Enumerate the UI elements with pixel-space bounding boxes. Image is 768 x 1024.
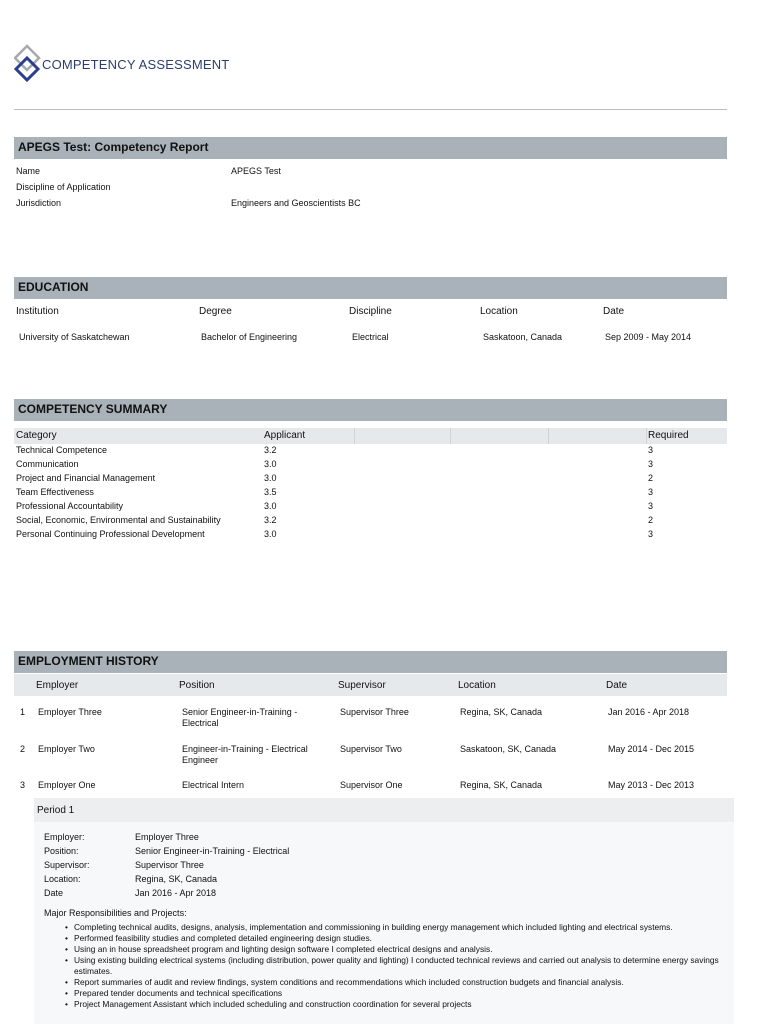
header-divider	[14, 109, 727, 110]
employment-position: Senior Engineer-in-Training -	[182, 707, 298, 717]
summary-applicant: 3.0	[264, 501, 277, 511]
summary-applicant: 3.2	[264, 445, 277, 455]
education-title-bar	[14, 277, 727, 299]
period-field-label: Location:	[44, 874, 81, 884]
summary-required: 3	[648, 459, 654, 469]
education-degree: Bachelor of Engineering	[201, 332, 298, 342]
summary-required: 3	[648, 445, 654, 455]
summary-applicant: 3.5	[264, 487, 277, 497]
summary-category: Personal Continuing Professional Development	[16, 529, 205, 539]
responsibilities-title: Major Responsibilities and Projects:	[44, 908, 187, 918]
education-header-location: Location	[480, 306, 518, 317]
period-field-label: Date	[44, 888, 64, 898]
summary-category: Team Effectiveness	[16, 487, 94, 497]
period-field-label: Supervisor:	[44, 860, 90, 870]
employment-date: May 2014 - Dec 2015	[608, 744, 695, 754]
education-header-institution: Institution	[16, 306, 59, 317]
employment-header-location: Location	[458, 680, 496, 691]
list-item: • Report summaries of audit and review findings, system conditions and recommendations which included construction budgets and financial analysis.	[62, 977, 734, 988]
report-title: APEGS Test: Competency Report	[18, 140, 209, 154]
summary-header-applicant: Applicant	[264, 430, 306, 441]
employment-date: Jan 2016 - Apr 2018	[608, 707, 690, 717]
diamond-logo-icon	[14, 44, 44, 84]
summary-header-category: Category	[16, 430, 57, 441]
education-header-date: Date	[603, 306, 625, 317]
employment-location: Saskatoon, SK, Canada	[460, 744, 557, 754]
employment-employer: Employer One	[38, 780, 96, 790]
employment-title: EMPLOYMENT HISTORY	[18, 654, 159, 668]
employment-supervisor: Supervisor Three	[340, 707, 409, 717]
employment-location: Regina, SK, Canada	[460, 707, 543, 717]
education-location: Saskatoon, Canada	[483, 332, 563, 342]
employment-row-number: 3	[20, 780, 26, 790]
education-title: EDUCATION	[18, 280, 89, 294]
list-item: • Project Management Assistant which included scheduling and construction coordination for several projects	[62, 999, 734, 1010]
education-discipline: Electrical	[352, 332, 389, 342]
period-field-value: Senior Engineer-in-Training - Electrical	[135, 846, 290, 856]
summary-category: Professional Accountability	[16, 501, 124, 511]
summary-applicant: 3.2	[264, 515, 277, 525]
summary-column-divider	[646, 428, 647, 444]
employment-location: Regina, SK, Canada	[460, 780, 543, 790]
responsibilities-list	[62, 922, 734, 1010]
period-title: Period 1	[37, 805, 75, 816]
employment-date: May 2013 - Dec 2013	[608, 780, 695, 790]
logo-text: COMPETENCY ASSESSMENT	[42, 57, 230, 72]
summary-category: Technical Competence	[16, 445, 108, 455]
list-item: • Using existing building electrical systems (including distribution, power quality and lighting) I conducted technical reviews and carried out analysis to determine energy savings estimates.	[62, 955, 734, 977]
summary-column-divider	[354, 428, 355, 444]
list-item: • Performed feasibility studies and completed detailed engineering design studies.	[62, 933, 734, 944]
summary-required: 3	[648, 529, 654, 539]
summary-category: Project and Financial Management	[16, 473, 156, 483]
jurisdiction-label: Jurisdiction	[16, 198, 62, 208]
summary-category: Communication	[16, 459, 79, 469]
summary-header-row	[14, 428, 727, 444]
employment-header-employer: Employer	[36, 680, 79, 691]
employment-employer: Employer Three	[38, 707, 102, 717]
employment-employer: Employer Two	[38, 744, 95, 754]
period-field-value: Supervisor Three	[135, 860, 204, 870]
employment-row-number: 2	[20, 744, 26, 754]
employment-header-date: Date	[606, 680, 628, 691]
employment-title-bar	[14, 651, 727, 673]
list-item: • Using an in house spreadsheet program and lighting design software I completed electrical designs and analysis.	[62, 944, 734, 955]
summary-title: COMPETENCY SUMMARY	[18, 402, 168, 416]
summary-required: 2	[648, 515, 654, 525]
list-item: • Completing technical audits, designs, analysis, implementation and commissioning in building energy management which included lighting and electrical systems.	[62, 922, 734, 933]
period-field-label: Position:	[44, 846, 79, 856]
jurisdiction-value: Engineers and Geoscientists BC	[231, 198, 361, 208]
name-label: Name	[16, 166, 41, 176]
employment-header-position: Position	[179, 680, 215, 691]
employment-row-number: 1	[20, 707, 26, 717]
report-title-bar	[14, 137, 727, 159]
summary-title-bar	[14, 399, 727, 421]
discipline-label: Discipline of Application	[16, 182, 111, 192]
employment-position: Engineer-in-Training - Electrical	[182, 744, 308, 754]
summary-applicant: 3.0	[264, 529, 277, 539]
education-institution: University of Saskatchewan	[19, 332, 130, 342]
summary-required: 3	[648, 487, 654, 497]
summary-applicant: 3.0	[264, 473, 277, 483]
employment-position: Electrical Intern	[182, 780, 245, 790]
summary-column-divider	[450, 428, 451, 444]
summary-applicant: 3.0	[264, 459, 277, 469]
summary-header-required: Required	[648, 430, 689, 441]
summary-category: Social, Economic, Environmental and Sustainability	[16, 515, 221, 525]
employment-supervisor: Supervisor Two	[340, 744, 402, 754]
period-field-value: Employer Three	[135, 832, 199, 842]
period-field-label: Employer:	[44, 832, 85, 842]
summary-column-divider	[548, 428, 549, 444]
employment-position-cont: Engineer	[182, 755, 219, 765]
education-date: Sep 2009 - May 2014	[605, 332, 692, 342]
period-field-value: Jan 2016 - Apr 2018	[135, 888, 217, 898]
education-header-discipline: Discipline	[349, 306, 392, 317]
company-logo	[14, 44, 230, 84]
list-item: • Prepared tender documents and technical specifications	[62, 988, 734, 999]
summary-required: 3	[648, 501, 654, 511]
period-field-value: Regina, SK, Canada	[135, 874, 218, 884]
summary-required: 2	[648, 473, 654, 483]
education-header-degree: Degree	[199, 306, 232, 317]
employment-position-cont: Electrical	[182, 718, 219, 728]
name-value: APEGS Test	[231, 166, 281, 176]
employment-header-supervisor: Supervisor	[338, 680, 386, 691]
employment-supervisor: Supervisor One	[340, 780, 403, 790]
